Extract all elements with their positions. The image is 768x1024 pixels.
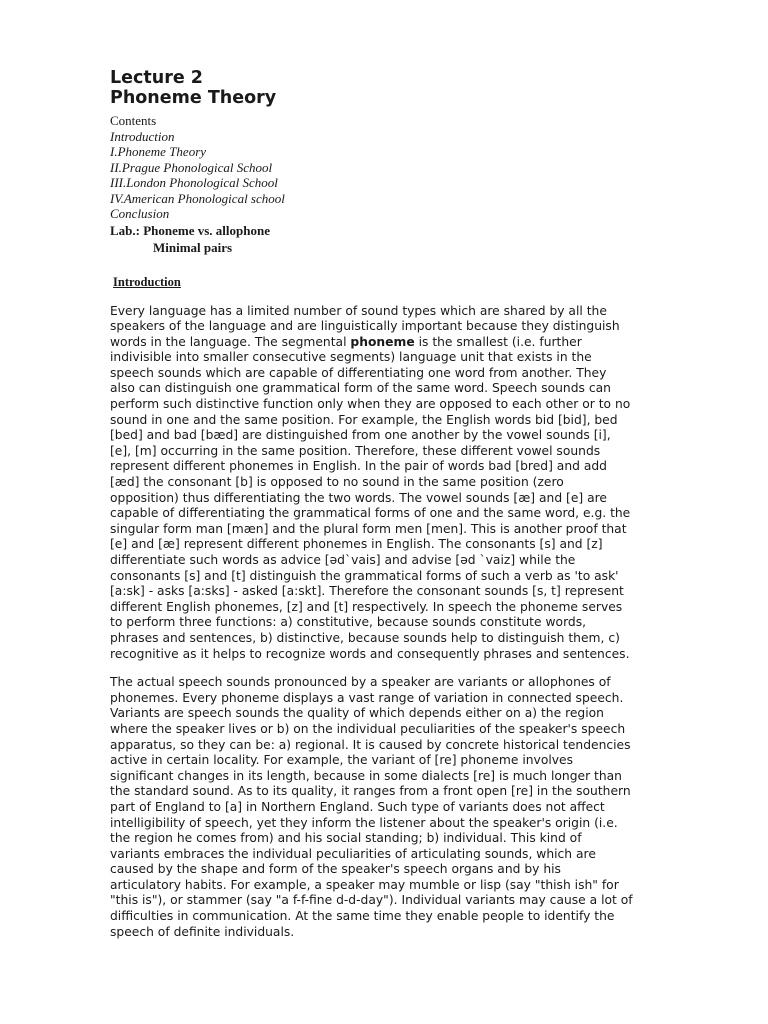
paragraph-line: phrases and sentences, b) distinctive, because sounds help to distinguish them, c) — [110, 630, 620, 645]
lecture-number: Lecture 2 — [110, 68, 203, 88]
paragraph-line: speakers of the language and are linguistically important because they distinguish — [110, 319, 620, 334]
paragraph-line: [e] and [æ] represent different phonemes in English. The consonants [s] and [z] — [110, 537, 603, 552]
paragraph-line: [æd] the consonant [b] is opposed to no sound in the same position (zero — [110, 475, 564, 490]
lab-line: Minimal pairs — [153, 239, 233, 255]
paragraph-line: difficulties in communication. At the same time they enable people to identify the — [110, 909, 615, 924]
contents-label: Contents — [110, 113, 157, 128]
paragraph-line: perform such distinctive function only when they are opposed to each other or to no — [110, 397, 631, 412]
paragraph-line: "this is"), or stammer (say "a f-f-fine d-d-day"). Individual variants may cause a lot of — [110, 893, 633, 908]
paragraph-line: the region he comes from) and his social standing; b) individual. This kind of — [110, 831, 582, 846]
paragraph-line: also can distinguish one grammatical form of the same word. Speech sounds can — [110, 381, 611, 396]
introduction-heading: Introduction — [113, 274, 181, 289]
paragraph-line: Variants are speech sounds the quality of which depends either on a) the region — [110, 706, 604, 721]
paragraph-line: articulatory habits. For example, a speaker may mumble or lisp (say "thish ish" for — [110, 877, 619, 892]
introduction-paragraph-1 — [110, 304, 715, 663]
paragraph-line: phonemes. Every phoneme displays a vast range of variation in connected speech. — [110, 690, 624, 705]
paragraph-line: sound in one and the same position. For example, the English words bid [bid], bed — [110, 412, 618, 427]
paragraph-line: recognitive as it helps to recognize words and consequently phrases and sentences. — [110, 646, 630, 661]
paragraph-line — [110, 335, 715, 351]
paragraph-line: variants embraces the individual peculiarities of articulating sounds, which are — [110, 846, 596, 861]
paragraph-line: intelligibility of speech, yet they inform the listener about the speaker's origin (i.e. — [110, 815, 618, 830]
term-phoneme: phoneme — [350, 334, 415, 349]
text-run: is the smallest (i.e. further — [414, 334, 582, 349]
paragraph-line: different English phonemes, [z] and [t] respectively. In speech the phoneme serves — [110, 599, 623, 614]
paragraph-line: indivisible into smaller consecutive segments) language unit that exists in the — [110, 350, 592, 365]
contents-item: Conclusion — [110, 206, 170, 221]
paragraph-line: The actual speech sounds pronounced by a speaker are variants or allophones of — [110, 675, 611, 690]
paragraph-line: caused by the shape and form of the speaker's speech organs and by his — [110, 862, 561, 877]
contents-item: Introduction — [110, 128, 175, 144]
paragraph-line: where the speaker lives or b) on the individual peculiarities of the speaker's speech — [110, 721, 626, 736]
paragraph-line: opposition) thus differentiating the two words. The vowel sounds [æ] and [e] are — [110, 490, 607, 505]
contents-list — [110, 113, 715, 222]
paragraph-line: apparatus, so they can be: a) regional. It is caused by concrete historical tendencies — [110, 737, 631, 752]
paragraph-line: [a:sk] - asks [a:sks] - asked [a:skt]. Therefore the consonant sounds [s, t] represent — [110, 584, 624, 599]
paragraph-line: speech of definite individuals. — [110, 924, 295, 939]
paragraph-line: consonants [s] and [t] distinguish the grammatical forms of such a verb as 'to ask' — [110, 568, 619, 583]
contents-item: II.Prague Phonological School — [110, 159, 273, 175]
text-run: words in the language. The segmental — [110, 334, 351, 349]
paragraph-line: differentiate such words as advice [əd`vais] and advise [əd `vaiz] while the — [110, 553, 576, 567]
paragraph-line: Every language has a limited number of sound types which are shared by all the — [110, 303, 607, 318]
paragraph-line: capable of differentiating the grammatical forms of one and the same word, e.g. the — [110, 506, 631, 521]
paragraph-line: [e], [m] occurring in the same position. Therefore, these different vowel sounds — [110, 443, 601, 458]
paragraph-line: part of England to [a] in Northern England. Such type of variants does not affect — [110, 799, 605, 814]
paragraph-line: active in certain locality. For example, the variant of [re] phoneme involves — [110, 753, 574, 768]
paragraph-line: represent different phonemes in English. In the pair of words bad [bred] and add — [110, 459, 607, 474]
lab-block — [110, 222, 715, 256]
contents-item: III.London Phonological School — [110, 175, 278, 190]
contents-item: IV.American Phonological school — [110, 190, 285, 206]
paragraph-line: [bed] and bad [bæd] are distinguished from one another by the vowel sounds [i], — [110, 428, 611, 443]
introduction-paragraph-2 — [110, 675, 715, 940]
contents-item: I.Phoneme Theory — [110, 144, 207, 159]
document-page — [110, 68, 715, 940]
paragraph-line: speech sounds which are capable of differentiating one word from another. They — [110, 365, 607, 380]
paragraph-line: singular form man [mæn] and the plural form men [men]. This is another proof that — [110, 521, 627, 536]
paragraph-line: the standard sound. As to its quality, it ranges from a front open [re] in the southern — [110, 784, 631, 799]
paragraph-line: to perform three functions: a) constitutive, because sounds constitute words, — [110, 615, 587, 630]
lecture-topic: Phoneme Theory — [110, 88, 277, 108]
paragraph-line: significant changes in its length, because in some dialects [re] is much longer than — [110, 768, 622, 783]
lab-line: Lab.: Phoneme vs. allophone — [110, 222, 270, 238]
